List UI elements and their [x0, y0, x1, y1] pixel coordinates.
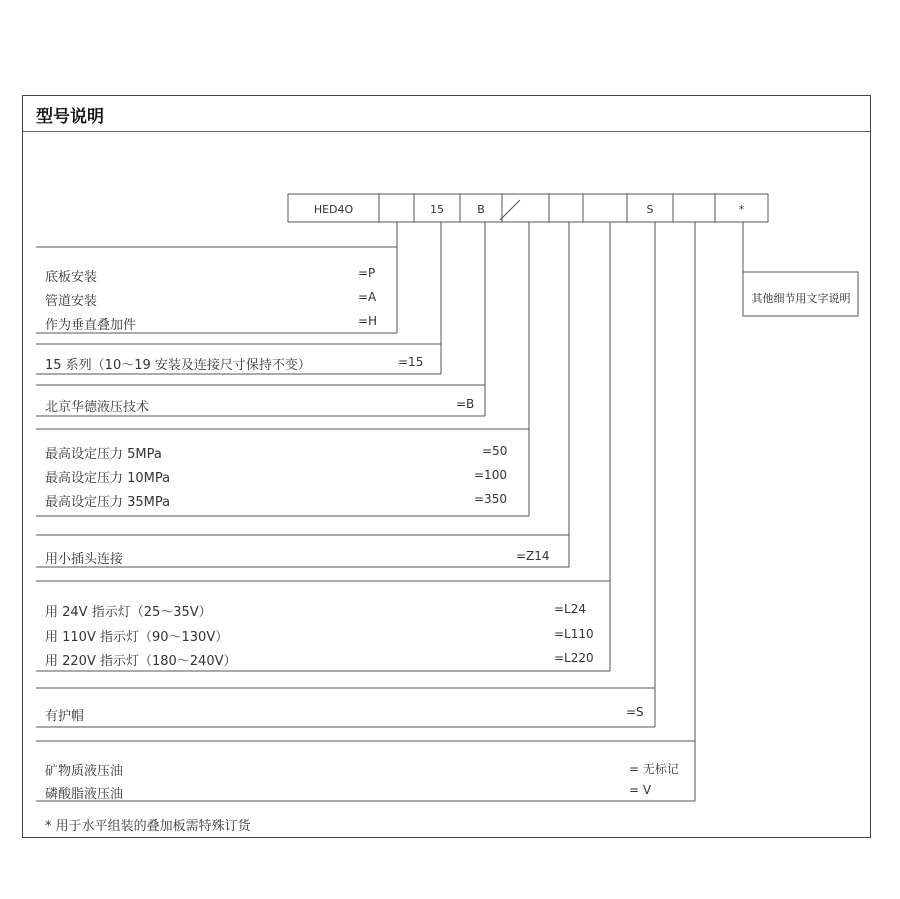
- option-label: 15 系列（10～19 安装及连接尺寸保持不变）: [45, 358, 311, 373]
- code-cell-s: S: [646, 203, 654, 216]
- option-value: =A: [358, 290, 377, 304]
- option-value: =L24: [554, 602, 587, 616]
- option-label: 作为垂直叠加件: [45, 318, 137, 333]
- option-value: =350: [474, 492, 507, 506]
- option-value: =L220: [554, 651, 594, 665]
- option-label: 用小插头连接: [45, 552, 124, 567]
- option-label: 底板安装: [45, 270, 98, 285]
- option-value: =Z14: [516, 549, 550, 563]
- option-label: 用 110V 指示灯（90～130V）: [45, 630, 229, 645]
- option-label: 最高设定压力 10MPa: [45, 471, 171, 486]
- option-value: =H: [358, 314, 378, 328]
- code-cell-15: 15: [430, 203, 444, 216]
- slash-separator: [500, 200, 520, 220]
- option-label: 矿物质液压油: [45, 764, 124, 779]
- page-title: 型号说明: [36, 107, 104, 127]
- option-value: =B: [456, 397, 475, 411]
- code-cell-b: B: [477, 203, 485, 216]
- option-value: =100: [474, 468, 507, 482]
- option-value: = 无标记: [629, 762, 679, 776]
- option-value: =S: [626, 705, 644, 719]
- option-label: 磷酸脂液压油: [45, 787, 124, 802]
- option-value: =50: [482, 444, 508, 458]
- option-value: = V: [629, 783, 652, 797]
- footnote: * 用于水平组装的叠加板需特殊订货: [45, 819, 251, 834]
- option-value: =P: [358, 266, 376, 280]
- option-label: 有护帽: [45, 709, 85, 724]
- option-label: 用 220V 指示灯（180～240V）: [45, 654, 237, 669]
- other-details-label: 其他细节用文字说明: [751, 292, 851, 305]
- option-label: 用 24V 指示灯（25～35V）: [45, 605, 212, 620]
- code-cell-series: HED4O: [313, 203, 354, 216]
- code-cell-star: *: [738, 203, 745, 216]
- option-value: =L110: [554, 627, 594, 641]
- option-label: 最高设定压力 35MPa: [45, 495, 171, 510]
- option-label: 管道安装: [45, 294, 98, 309]
- option-label: 最高设定压力 5MPa: [45, 447, 162, 462]
- option-label: 北京华德液压技术: [45, 400, 150, 415]
- option-value: =15: [398, 355, 424, 369]
